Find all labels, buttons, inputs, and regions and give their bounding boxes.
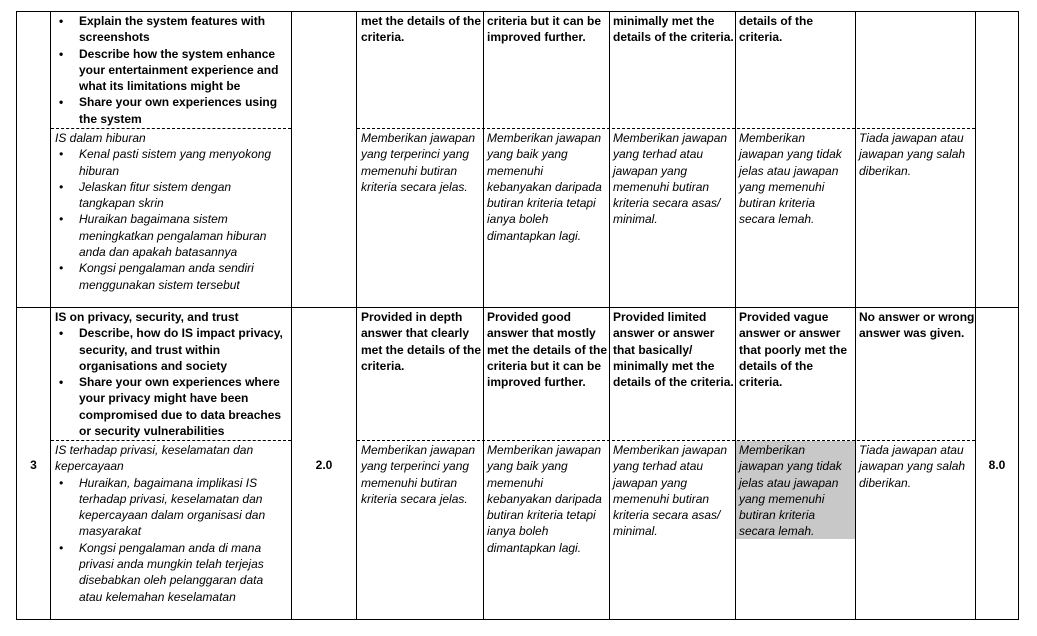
table-border-top [16, 11, 1019, 12]
level-ms-none: Tiada jawapan atau jawapan yang salah diberikan. [859, 131, 966, 178]
criteria-en [55, 309, 291, 439]
level-en-excellent: Provided in depth answer that clearly met the details of the criteria. [361, 310, 482, 373]
table-border-bottom [16, 619, 1019, 620]
list-item: • Share your own experiences where your privacy might have been compromised due to data breaches or security vulnerabilities [55, 374, 291, 439]
list-item: • Kongsi pengalaman anda di mana privasi anda mungkin telah terjejas disebabkan oleh pelanggaran data atau kelemahan keselamatan [55, 540, 287, 605]
criteria-en-list [55, 13, 291, 127]
level-en-good: Provided good answer that mostly met the details of the criteria but it can be improved further. [487, 310, 608, 390]
level-en-fair: Provided limited answer or answer that basically/ minimally met the details of the criteria. [613, 310, 734, 390]
criteria-ms [55, 130, 287, 293]
language-separator [357, 128, 975, 129]
level-ms-excellent: Memberikan jawapan yang terperinci yang memenuhi butiran kriteria secara jelas. [361, 131, 476, 194]
list-item: • Huraikan, bagaimana implikasi IS terhadap privasi, keselamatan dan kepercayaan dalam organisasi dan masyarakat [55, 475, 287, 540]
level-en-none: No answer or wrong answer was given. [859, 310, 975, 341]
level-en-good: criteria but it can be improved further. [487, 14, 602, 45]
level-ms-good: Memberikan jawapan yang baik yang memenuhi kebanyakan daripada butiran kriteria tetapi ianya boleh dimantapkan lagi. [487, 131, 602, 243]
language-separator [51, 440, 291, 441]
list-item: • Explain the system features with screenshots [55, 13, 291, 46]
criteria-ms-list [55, 475, 287, 605]
level-ms-excellent: Memberikan jawapan yang terperinci yang memenuhi butiran kriteria secara jelas. [361, 443, 476, 506]
level-en-fair: minimally met the details of the criteria. [613, 14, 734, 45]
table-border-left [16, 11, 17, 620]
list-item: • Kenal pasti sistem yang menyokong hiburan [55, 146, 287, 179]
criteria-ms [55, 442, 287, 605]
list-item: • Describe, how do IS impact privacy, security, and trust within organisations and society [55, 325, 291, 374]
column-divider [50, 11, 51, 620]
level-en-poor: Provided vague answer or answer that poorly met the details of the criteria. [739, 310, 848, 390]
column-divider [609, 11, 610, 620]
column-divider [483, 11, 484, 620]
criteria-en [55, 13, 291, 127]
level-en-poor: details of the criteria. [739, 14, 814, 45]
criteria-ms-list [55, 146, 287, 293]
column-divider [356, 11, 357, 620]
column-divider [291, 11, 292, 620]
criteria-ms-title: IS dalam hiburan [55, 131, 146, 145]
list-item: • Describe how the system enhance your entertainment experience and what its limitations might be [55, 46, 291, 95]
list-item: • Share your own experiences using the system [55, 94, 291, 127]
row-total: 8.0 [988, 458, 1006, 472]
column-divider [855, 11, 856, 620]
criteria-en-title: IS on privacy, security, and trust [55, 310, 239, 324]
criteria-ms-title: IS terhadap privasi, keselamatan dan kepercayaan [55, 443, 254, 474]
table-border-right [1018, 11, 1019, 620]
row-weight: 2.0 [315, 458, 333, 472]
row-number: 3 [30, 458, 37, 472]
list-item: • Huraikan bagaimana sistem meningkatkan pengalaman hiburan anda dan apakah batasannya [55, 211, 287, 260]
level-ms-none: Tiada jawapan atau jawapan yang salah diberikan. [859, 443, 966, 490]
level-ms-good: Memberikan jawapan yang baik yang memenuhi kebanyakan daripada butiran kriteria tetapi ianya boleh dimantapkan lagi. [487, 443, 602, 555]
language-separator [51, 128, 291, 129]
list-item: • Kongsi pengalaman anda sendiri menggunakan sistem tersebut [55, 260, 287, 293]
column-divider [975, 11, 976, 620]
level-ms-fair: Memberikan jawapan yang terhad atau jawapan yang memenuhi butiran kriteria secara asas/ minimal. [613, 443, 728, 539]
level-ms-fair: Memberikan jawapan yang terhad atau jawapan yang memenuhi butiran kriteria secara asas/ minimal. [613, 131, 728, 227]
level-ms-poor: Memberikan jawapan yang tidak jelas atau jawapan yang memenuhi butiran kriteria secara lemah. [739, 443, 842, 539]
level-ms-poor: Memberikan jawapan yang tidak jelas atau jawapan yang memenuhi butiran kriteria secara lemah. [739, 131, 842, 227]
language-separator [357, 440, 975, 441]
row-divider [16, 307, 1019, 308]
level-en-excellent: met the details of the criteria. [361, 14, 482, 45]
list-item: • Jelaskan fitur sistem dengan tangkapan skrin [55, 179, 287, 212]
criteria-en-list [55, 325, 291, 439]
